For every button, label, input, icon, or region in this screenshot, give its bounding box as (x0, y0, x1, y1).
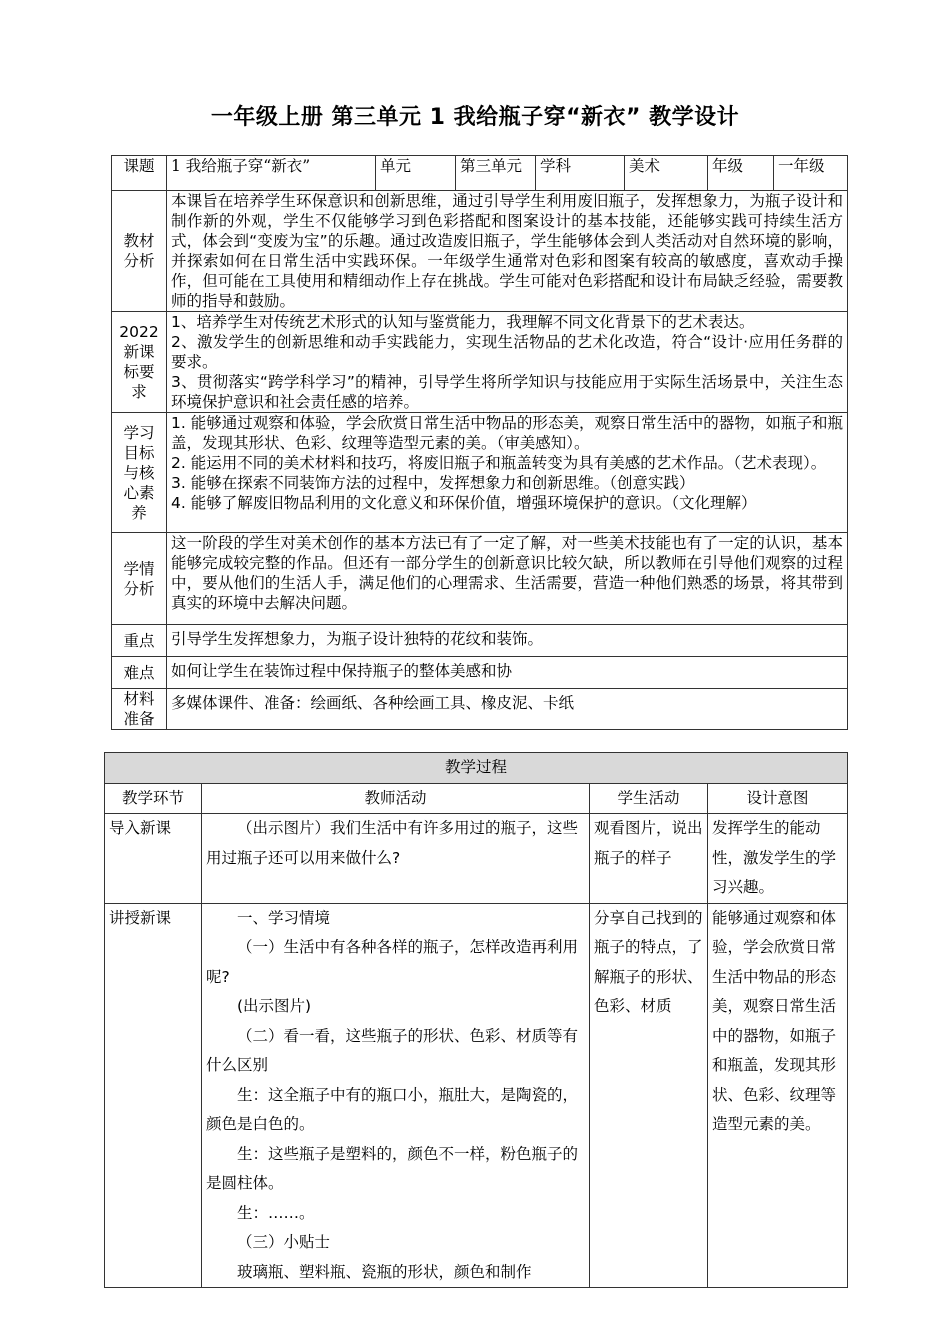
teacher-line: (出示图片) (237, 997, 312, 1015)
process-header-row (105, 753, 848, 784)
key-text: 引导学生发挥想象力，为瓶子设计独特的花纹和装饰。 (167, 625, 848, 657)
key-label: 重点 (112, 625, 167, 657)
subject-value: 美术 (625, 156, 708, 191)
unit-value: 第三单元 (456, 156, 536, 191)
materials-text: 多媒体课件、准备：绘画纸、各种绘画工具、橡皮泥、卡纸 (167, 689, 848, 730)
difficulty-row (112, 657, 848, 689)
process-row-intro (105, 814, 848, 904)
standard-item: 2、激发学生的创新思维和动手实践能力，实现生活物品的艺术化改造，符合“设计·应用任务群的要求。 (171, 333, 843, 371)
goal-item: 1. 能够通过观察和体验，学会欣赏日常生活中物品的形态美，观察日常生活中的器物，如瓶子和瓶盖，发现其形状、色彩、纹理等造型元素的美。（审美感知）。 (171, 414, 844, 452)
material-text: 本课旨在培养学生环保意识和创新思维，通过引导学生利用废旧瓶子，发挥想象力，为瓶子设计和制作新的外观，学生不仅能够学习到色彩搭配和图案设计的基本技能，还能够实践可持续生活方式，体会到“变废为宝”的乐趣。通过改造废旧瓶子，学生能够体会到人类活动对自然环境的影响，并探索如何在日常生活中实践环保。一年级学生通常对色彩和图案有较高的敏感度，喜欢动手操作，但可能在工具使用和精细动作上存在挑战。学生可能对色彩搭配和设计布局缺乏经验，需要教师的指导和鼓励。 (167, 191, 848, 312)
design-intent-cell: 发挥学生的能动性，激发学生的学习兴趣。 (708, 814, 848, 904)
material-label: 教材 分析 (112, 191, 167, 312)
learner-analysis-row (112, 533, 848, 625)
teacher-line: （二）看一看，这些瓶子的形状、色彩、材质等有什么区别 (206, 1026, 579, 1074)
difficulty-text: 如何让学生在装饰过程中保持瓶子的整体美感和协 (167, 657, 848, 689)
column-header: 设计意图 (708, 783, 848, 814)
learner-text: 这一阶段的学生对美术创作的基本方法已有了一定了解，对一些美术技能也有了一定的认识，基本能够完成较完整的作品。但还有一部分学生的创新意识比较欠缺，所以教师在引导他们观察的过程中，要从他们的生活人手，满足他们的心理需求、生活需要，营造一种他们熟悉的场景，将其带到真实的环境中去解决问题。 (167, 533, 848, 625)
material-analysis-row (112, 191, 848, 312)
teacher-line: 玻璃瓶、塑料瓶、瓷瓶的形状，颜色和制作 (237, 1262, 532, 1281)
materials-row (112, 689, 848, 730)
column-header: 教师活动 (202, 783, 590, 814)
standard-list (167, 312, 848, 413)
topic-value: 1 我给瓶子穿“新衣” (167, 156, 376, 191)
stage-cell: 讲授新课 (105, 903, 202, 1288)
difficulty-label: 难点 (112, 657, 167, 689)
subject-label: 学科 (536, 156, 625, 191)
teacher-activity-cell (202, 814, 590, 904)
standard-item: 3、贯彻落实“跨学科学习”的精神，引导学生将所学知识与技能应用于实际生活场景中，关注生态环境保护意识和社会责任感的培养。 (171, 373, 843, 411)
teaching-process-table (104, 752, 848, 1288)
standard-item: 1、培养学生对传统艺术形式的认知与鉴赏能力，我理解不同文化背景下的艺术表达。 (171, 313, 755, 331)
goals-list (167, 413, 848, 533)
unit-label: 单元 (376, 156, 456, 191)
learning-goals-row (112, 413, 848, 533)
teacher-line: 生：这些瓶子是塑料的，颜色不一样，粉色瓶子的是圆柱体。 (206, 1144, 579, 1192)
topic-label: 课题 (112, 156, 167, 191)
goals-label: 学习 目标 与核 心素 养 (112, 413, 167, 533)
teacher-line: （出示图片）我们生活中有许多用过的瓶子，这些用过瓶子还可以用来做什么? (206, 819, 579, 867)
materials-label: 材料 准备 (112, 689, 167, 730)
goal-item: 4. 能够了解废旧物品利用的文化意义和环保价值，增强环境保护的意识。（文化理解） (171, 494, 757, 512)
teacher-line: （三）小贴士 (237, 1233, 331, 1251)
grade-label: 年级 (708, 156, 774, 191)
goal-item: 3. 能够在探索不同装饰方法的过程中，发挥想象力和创新思维。（创意实践） (171, 474, 695, 492)
info-row (112, 156, 848, 191)
curriculum-standard-row (112, 312, 848, 413)
design-intent-cell: 能够通过观察和体验，学会欣赏日常生活中物品的形态美，观察日常生活中的器物，如瓶子和瓶盖，发现其形状、色彩、纹理等造型元素的美。 (708, 903, 848, 1288)
standard-label: 2022 新课 标要 求 (112, 312, 167, 413)
process-row-new-lesson (105, 903, 848, 1288)
stage-cell: 导入新课 (105, 814, 202, 904)
student-activity-cell: 观看图片，说出瓶子的样子 (590, 814, 708, 904)
teacher-line: 一、学习情境 (237, 908, 331, 927)
lesson-info-table (111, 155, 848, 730)
grade-value: 一年级 (774, 156, 848, 191)
learner-label: 学情 分析 (112, 533, 167, 625)
key-point-row (112, 625, 848, 657)
column-header: 学生活动 (590, 783, 708, 814)
process-column-row (105, 783, 848, 814)
goal-item: 2. 能运用不同的美术材料和技巧，将废旧瓶子和瓶盖转变为具有美感的艺术作品。（艺术表现）。 (171, 454, 827, 472)
process-header: 教学过程 (105, 753, 848, 784)
teacher-line: 生：……。 (237, 1203, 315, 1222)
teacher-line: （一）生活中有各种各样的瓶子，怎样改造再利用呢? (206, 938, 579, 986)
student-activity-cell: 分享自己找到的瓶子的特点，了解瓶子的形状、色彩、材质 (590, 903, 708, 1288)
column-header: 教学环节 (105, 783, 202, 814)
page-title: 一年级上册 第三单元 1 我给瓶子穿“新衣” 教学设计 (210, 105, 740, 130)
teacher-activity-cell (202, 903, 590, 1288)
teacher-line: 生：这全瓶子中有的瓶口小，瓶肚大，是陶瓷的，颜色是白色的。 (206, 1085, 579, 1133)
